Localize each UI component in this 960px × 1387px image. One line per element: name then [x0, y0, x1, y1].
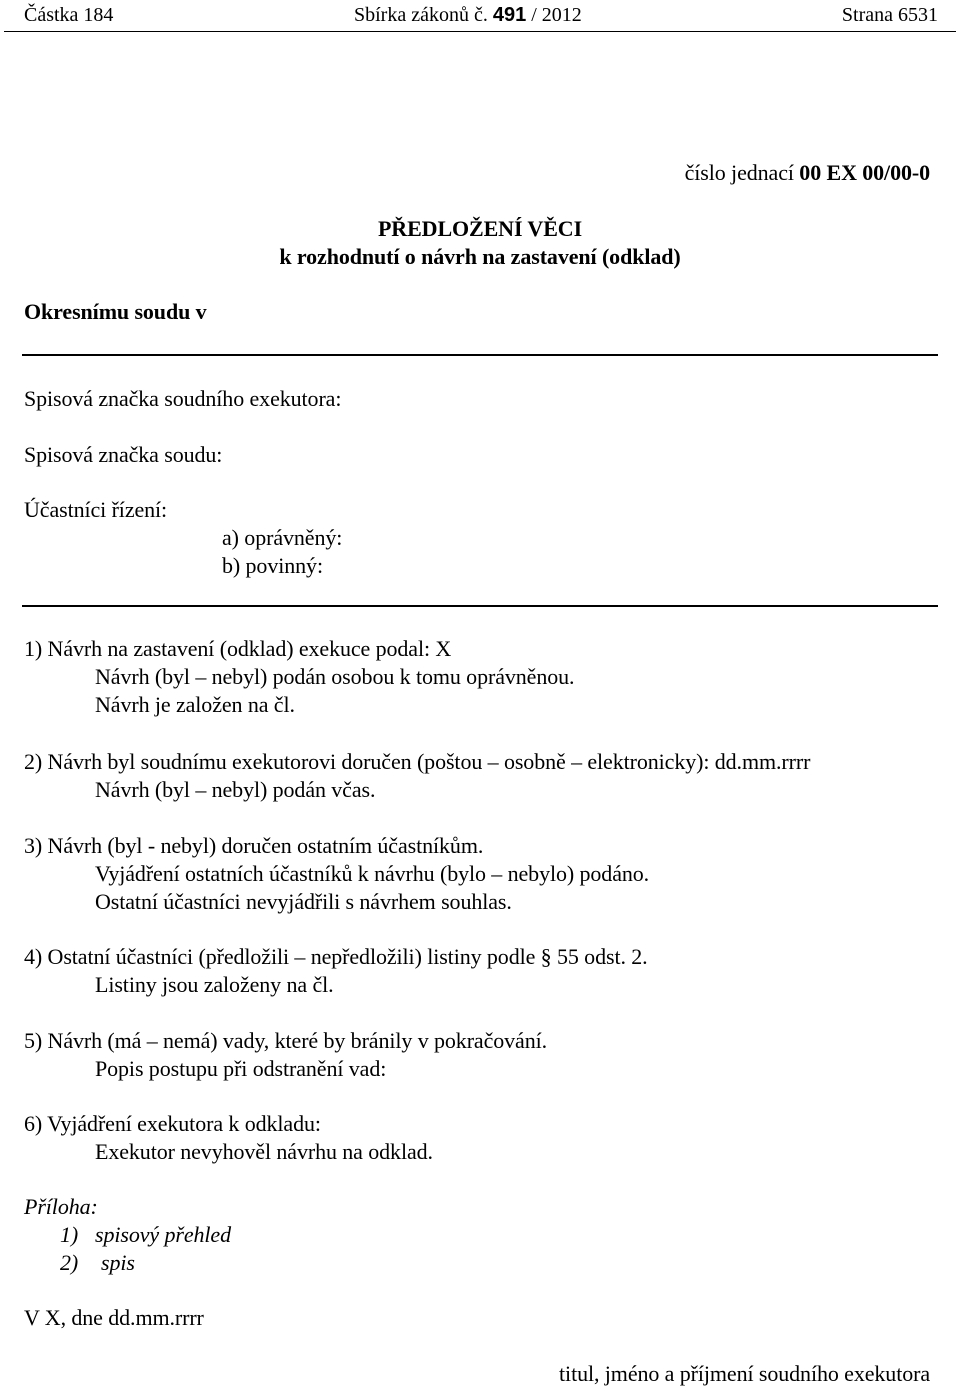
item-5-line-1: 5) Návrh (má – nemá) vady, které by bránily v pokračování. — [24, 1028, 548, 1053]
item-3-line-3: Ostatní účastníci nevyjádřili s návrhem souhlas. — [95, 889, 512, 914]
item-1-line-2: Návrh (byl – nebyl) podán osobou k tomu oprávněnou. — [95, 664, 575, 689]
place-date: V X, dne dd.mm.rrrr — [24, 1305, 204, 1330]
court-mark-label: Spisová značka soudu: — [24, 442, 223, 467]
doc-subtitle: k rozhodnutí o návrh na zastavení (odklad) — [279, 244, 681, 269]
item-1-line-3: Návrh je založen na čl. — [95, 692, 295, 717]
doc-title: PŘEDLOŽENÍ VĚCI — [377, 216, 583, 241]
header-divider — [4, 31, 956, 32]
party-b-label: b) povinný: — [222, 553, 323, 578]
header-gazette — [354, 4, 582, 27]
header-gazette-number: 491 — [492, 4, 527, 26]
addressee: Okresnímu soudu v — [24, 299, 207, 324]
header-gazette-prefix: Sbírka zákonů č. — [354, 4, 488, 26]
item-6-line-2: Exekutor nevyhověl návrhu na odklad. — [95, 1139, 433, 1164]
item-6-line-1: 6) Vyjádření exekutora k odkladu: — [24, 1111, 321, 1136]
attachment-2-number: 2) — [60, 1250, 79, 1275]
item-2-line-1: 2) Návrh byl soudnímu exekutorovi doručen (poštou – osobně – elektronicky): dd.mm.rrrr — [24, 749, 811, 774]
party-a-label: a) oprávněný: — [222, 525, 343, 550]
header-gazette-year: / 2012 — [531, 4, 582, 26]
item-1-line-1: 1) Návrh na zastavení (odklad) exekuce podal: X — [24, 636, 452, 661]
item-3-line-1: 3) Návrh (byl - nebyl) doručen ostatním účastníkům. — [24, 833, 484, 858]
case-number-value: 00 EX 00/00-0 — [799, 160, 930, 185]
case-number — [685, 160, 930, 186]
item-3-line-2: Vyjádření ostatních účastníků k návrhu (bylo – nebylo) podáno. — [95, 861, 650, 886]
executor-mark-label: Spisová značka soudního exekutora: — [24, 386, 342, 411]
item-2-line-2: Návrh (byl – nebyl) podán včas. — [95, 777, 376, 802]
attachment-1-text: spisový přehled — [95, 1222, 231, 1247]
participants-label: Účastníci řízení: — [24, 497, 168, 522]
attachment-2-text: spis — [101, 1250, 135, 1275]
item-4-line-2: Listiny jsou založeny na čl. — [95, 972, 334, 997]
signature-line: titul, jméno a příjmení soudního exekutora — [559, 1361, 930, 1386]
section-divider-1 — [22, 354, 938, 356]
item-4-line-1: 4) Ostatní účastníci (předložili – nepředložili) listiny podle § 55 odst. 2. — [24, 944, 648, 969]
attachments-label: Příloha: — [24, 1194, 98, 1219]
section-divider-2 — [22, 605, 938, 607]
item-5-line-2: Popis postupu při odstranění vad: — [95, 1056, 387, 1081]
case-number-label: číslo jednací — [684, 160, 794, 185]
header-part: Částka 184 — [24, 4, 114, 26]
header-page: Strana 6531 — [841, 4, 938, 26]
attachment-1-number: 1) — [60, 1222, 79, 1247]
